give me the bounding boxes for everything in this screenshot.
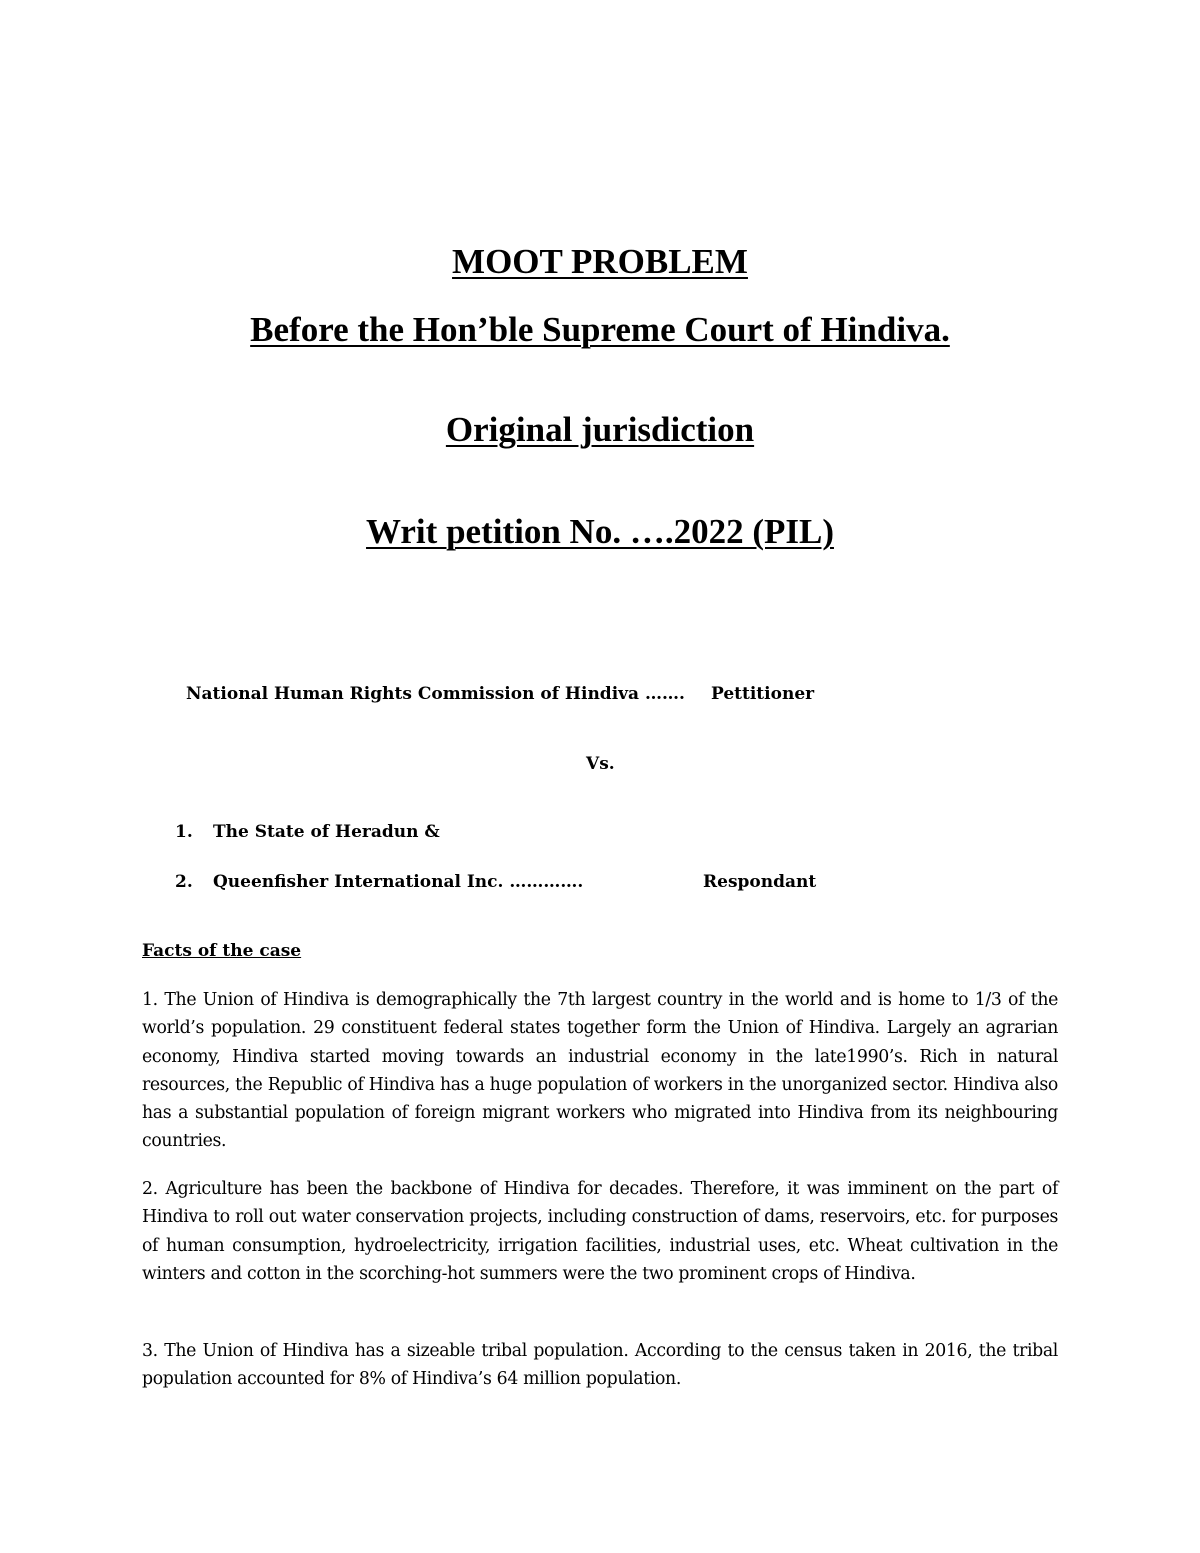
respondent-number: 1. <box>175 822 193 842</box>
facts-paragraph: 3. The Union of Hindiva has a sizeable tribal population. According to the census taken in 2016, the tribal population accounted for 8% of Hindiva’s 64 million population. <box>142 1341 1058 1390</box>
respondent-number: 2. <box>175 872 193 892</box>
jurisdiction-heading: Original jurisdiction <box>445 410 755 449</box>
petitioner-role: Pettitioner <box>711 684 815 704</box>
versus-label: Vs. <box>586 754 615 774</box>
respondent-name: The State of Heradun & <box>213 822 440 842</box>
petitioner-name: National Human Rights Commission of Hindiva ……. <box>186 684 685 704</box>
facts-heading: Facts of the case <box>142 941 302 961</box>
court-heading: Before the Hon’ble Supreme Court of Hindiva. <box>250 310 950 349</box>
respondent-name: Queenfisher International Inc. …………. <box>213 872 584 892</box>
respondent-role: Respondant <box>703 872 817 892</box>
document-title: MOOT PROBLEM <box>452 242 748 281</box>
facts-paragraph: 1. The Union of Hindiva is demographically the 7th largest country in the world and is home to 1/3 of the world’s population. 29 constituent federal states together form the Union of Hindiva. Largely an agrarian economy, Hindiva started moving towards an industrial economy in the late1990’s. Rich in natural resources, the Republic of Hindiva has a huge population of workers in the unorganized sector. Hindiva also has a substantial population of foreign migrant workers who migrated into Hindiva from its neighbouring countries. <box>142 990 1058 1152</box>
facts-paragraph: 2. Agriculture has been the backbone of Hindiva for decades. Therefore, it was imminent on the part of Hindiva to roll out water conservation projects, including construction of dams, reservoirs, etc. for purposes of human consumption, hydroelectricity, irrigation facilities, industrial uses, etc. Wheat cultivation in the winters and cotton in the scorching-hot summers were the two prominent crops of Hindiva. <box>142 1179 1058 1284</box>
writ-petition-heading: Writ petition No. ….2022 (PIL) <box>366 512 834 551</box>
